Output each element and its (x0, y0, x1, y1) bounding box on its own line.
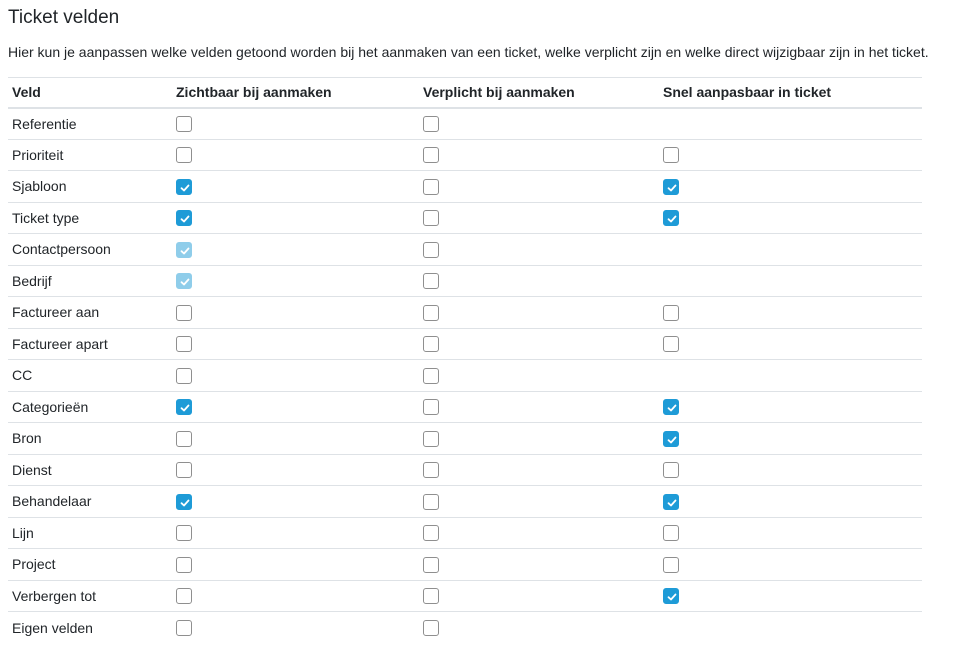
quick-edit-checkbox[interactable] (663, 588, 679, 604)
required-checkbox[interactable] (423, 431, 439, 447)
table-row (8, 171, 922, 203)
quick-edit-cell (659, 391, 922, 423)
visible-cell (172, 391, 419, 423)
required-checkbox[interactable] (423, 525, 439, 541)
quick-edit-checkbox[interactable] (663, 179, 679, 195)
table-row (8, 265, 922, 297)
required-cell (419, 612, 659, 644)
quick-edit-cell (659, 517, 922, 549)
required-checkbox[interactable] (423, 305, 439, 321)
visible-checkbox[interactable] (176, 210, 192, 226)
required-checkbox[interactable] (423, 116, 439, 132)
field-label: Categorieën (8, 391, 172, 423)
checkmark-icon (180, 246, 190, 256)
visible-checkbox[interactable] (176, 588, 192, 604)
quick-edit-cell (659, 549, 922, 581)
table-row (8, 454, 922, 486)
visible-checkbox (176, 242, 192, 258)
required-checkbox[interactable] (423, 462, 439, 478)
quick-edit-checkbox[interactable] (663, 462, 679, 478)
checkmark-icon (180, 277, 190, 287)
quick-edit-cell (659, 423, 922, 455)
column-header-zichtbaar: Zichtbaar bij aanmaken (172, 78, 419, 108)
field-label: Dienst (8, 454, 172, 486)
quick-edit-checkbox[interactable] (663, 305, 679, 321)
required-cell (419, 423, 659, 455)
checkmark-icon (667, 435, 677, 445)
table-row (8, 360, 922, 392)
required-cell (419, 108, 659, 140)
visible-checkbox[interactable] (176, 336, 192, 352)
required-cell (419, 486, 659, 518)
required-cell (419, 265, 659, 297)
field-label: Factureer aan (8, 297, 172, 329)
table-row (8, 202, 922, 234)
required-cell (419, 234, 659, 266)
quick-edit-checkbox[interactable] (663, 431, 679, 447)
required-cell (419, 549, 659, 581)
visible-checkbox[interactable] (176, 462, 192, 478)
quick-edit-cell (659, 171, 922, 203)
quick-edit-cell (659, 139, 922, 171)
visible-checkbox[interactable] (176, 399, 192, 415)
table-row (8, 549, 922, 581)
visible-checkbox[interactable] (176, 147, 192, 163)
required-checkbox[interactable] (423, 368, 439, 384)
required-cell (419, 454, 659, 486)
required-checkbox[interactable] (423, 179, 439, 195)
visible-cell (172, 139, 419, 171)
quick-edit-checkbox[interactable] (663, 210, 679, 226)
field-label: Eigen velden (8, 612, 172, 644)
checkmark-icon (180, 498, 190, 508)
quick-edit-cell (659, 297, 922, 329)
visible-cell (172, 486, 419, 518)
quick-edit-cell (659, 265, 922, 297)
visible-cell (172, 517, 419, 549)
required-cell (419, 202, 659, 234)
ticket-fields-table (8, 77, 922, 643)
table-row (8, 423, 922, 455)
table-row (8, 139, 922, 171)
field-label: CC (8, 360, 172, 392)
checkmark-icon (667, 592, 677, 602)
field-label: Bron (8, 423, 172, 455)
visible-checkbox[interactable] (176, 368, 192, 384)
visible-cell (172, 108, 419, 140)
field-label: Factureer apart (8, 328, 172, 360)
visible-cell (172, 234, 419, 266)
quick-edit-checkbox[interactable] (663, 557, 679, 573)
required-checkbox[interactable] (423, 588, 439, 604)
visible-cell (172, 612, 419, 644)
quick-edit-checkbox[interactable] (663, 494, 679, 510)
visible-checkbox[interactable] (176, 179, 192, 195)
field-label: Contactpersoon (8, 234, 172, 266)
quick-edit-checkbox[interactable] (663, 399, 679, 415)
required-checkbox[interactable] (423, 494, 439, 510)
quick-edit-cell (659, 612, 922, 644)
table-row (8, 391, 922, 423)
checkmark-icon (180, 403, 190, 413)
required-cell (419, 391, 659, 423)
quick-edit-cell (659, 580, 922, 612)
required-cell (419, 139, 659, 171)
visible-checkbox[interactable] (176, 525, 192, 541)
visible-checkbox[interactable] (176, 620, 192, 636)
required-cell (419, 297, 659, 329)
visible-cell (172, 549, 419, 581)
table-row (8, 486, 922, 518)
column-header-verplicht: Verplicht bij aanmaken (419, 78, 659, 108)
required-checkbox[interactable] (423, 620, 439, 636)
column-header-snel-aanpasbaar: Snel aanpasbaar in ticket (659, 78, 922, 108)
checkmark-icon (667, 214, 677, 224)
visible-cell (172, 297, 419, 329)
required-cell (419, 360, 659, 392)
quick-edit-cell (659, 234, 922, 266)
table-row (8, 580, 922, 612)
visible-checkbox[interactable] (176, 557, 192, 573)
field-label: Lijn (8, 517, 172, 549)
visible-checkbox[interactable] (176, 494, 192, 510)
field-label: Sjabloon (8, 171, 172, 203)
visible-cell (172, 328, 419, 360)
table-header-row (8, 78, 922, 108)
visible-cell (172, 580, 419, 612)
field-label: Project (8, 549, 172, 581)
table-body (8, 108, 922, 644)
field-label: Ticket type (8, 202, 172, 234)
required-checkbox[interactable] (423, 399, 439, 415)
quick-edit-checkbox[interactable] (663, 147, 679, 163)
quick-edit-cell (659, 454, 922, 486)
checkmark-icon (180, 183, 190, 193)
quick-edit-cell (659, 202, 922, 234)
field-label: Behandelaar (8, 486, 172, 518)
page-description: Hier kun je aanpassen welke velden getoond worden bij het aanmaken van een ticket, welke verplicht zijn en welke direct wijzigbaar zijn in het ticket. (8, 44, 929, 60)
visible-cell (172, 423, 419, 455)
field-label: Verbergen tot (8, 580, 172, 612)
required-cell (419, 328, 659, 360)
quick-edit-cell (659, 486, 922, 518)
field-label: Bedrijf (8, 265, 172, 297)
checkmark-icon (667, 403, 677, 413)
quick-edit-checkbox[interactable] (663, 525, 679, 541)
required-checkbox[interactable] (423, 242, 439, 258)
field-label: Prioriteit (8, 139, 172, 171)
required-checkbox[interactable] (423, 336, 439, 352)
table-row (8, 297, 922, 329)
table-row (8, 517, 922, 549)
field-label: Referentie (12, 115, 77, 132)
required-checkbox[interactable] (423, 557, 439, 573)
visible-cell (172, 202, 419, 234)
table-row (8, 612, 922, 644)
table-row (8, 328, 922, 360)
table-row (8, 108, 922, 140)
visible-cell (172, 265, 419, 297)
quick-edit-checkbox[interactable] (663, 336, 679, 352)
visible-checkbox[interactable] (176, 116, 192, 132)
quick-edit-cell (659, 328, 922, 360)
quick-edit-cell (659, 108, 922, 140)
table-row (8, 234, 922, 266)
visible-cell (172, 454, 419, 486)
required-cell (419, 171, 659, 203)
required-checkbox[interactable] (423, 273, 439, 289)
required-checkbox[interactable] (423, 210, 439, 226)
required-cell (419, 517, 659, 549)
checkmark-icon (180, 214, 190, 224)
visible-checkbox (176, 273, 192, 289)
required-checkbox[interactable] (423, 147, 439, 163)
page-title: Ticket velden (8, 7, 120, 28)
visible-cell (172, 171, 419, 203)
visible-checkbox[interactable] (176, 431, 192, 447)
checkmark-icon (667, 498, 677, 508)
checkmark-icon (667, 183, 677, 193)
required-cell (419, 580, 659, 612)
quick-edit-cell (659, 360, 922, 392)
visible-checkbox[interactable] (176, 305, 192, 321)
visible-cell (172, 360, 419, 392)
column-header-veld: Veld (8, 78, 172, 108)
